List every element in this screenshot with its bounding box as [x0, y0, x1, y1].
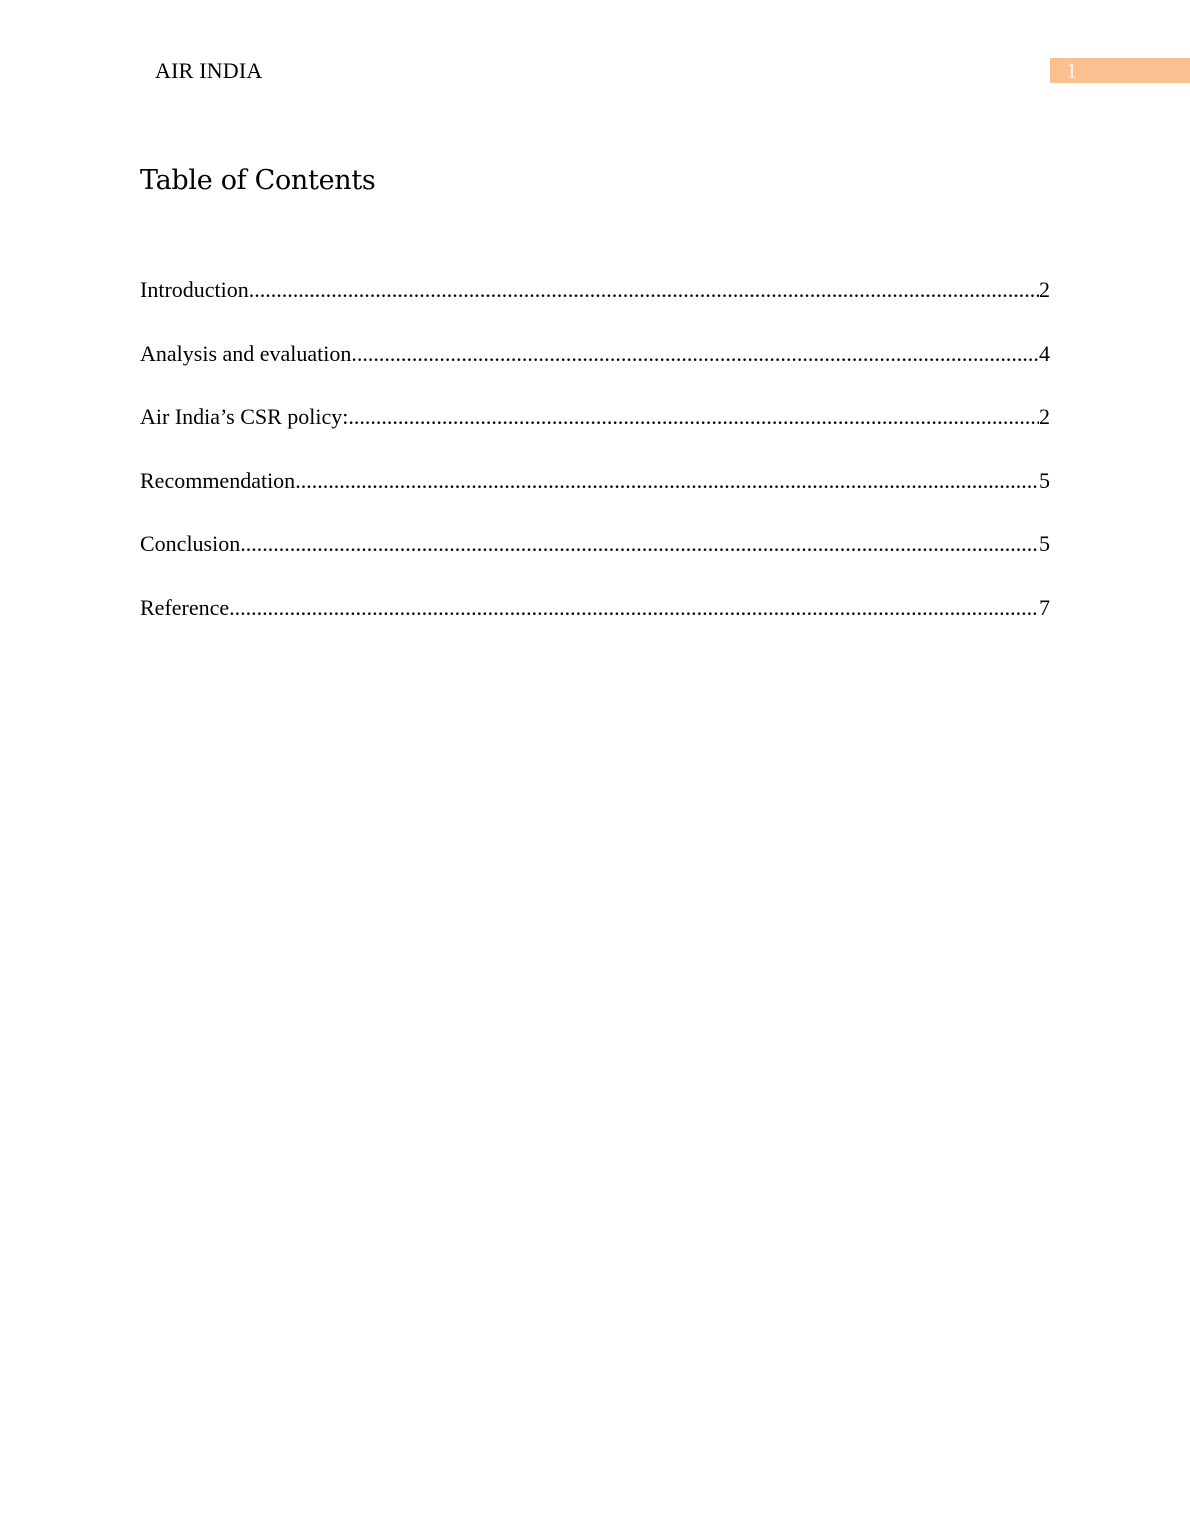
toc-entry-csr-policy[interactable]: [140, 402, 1050, 466]
toc-entry-conclusion[interactable]: [140, 529, 1050, 593]
toc-entry-page: 2: [1039, 277, 1050, 302]
toc-entry-label: Air India’s CSR policy:: [140, 404, 349, 430]
toc-list: [140, 275, 1050, 657]
toc-entry-page: 5: [1039, 467, 1050, 493]
toc-entry-reference[interactable]: [140, 593, 1050, 657]
toc-entry-page: 7: [1039, 594, 1050, 620]
toc-dot-leader: [229, 593, 1039, 623]
toc-entry-label: Reference: [140, 594, 230, 620]
toc-dot-leader: [295, 466, 1039, 496]
page-number-badge: [1050, 58, 1190, 83]
toc-entry-label: Conclusion: [140, 531, 241, 557]
toc-entry-recommendation[interactable]: [140, 466, 1050, 530]
page-number: 1: [1066, 58, 1077, 83]
toc-entry-label: Introduction: [140, 277, 249, 302]
toc-entry-label: Recommendation: [140, 467, 296, 493]
toc-entry-label: Analysis and evaluation: [140, 340, 352, 366]
toc-dot-leader: [249, 275, 1039, 305]
toc-heading: Table of Contents: [140, 165, 376, 196]
toc-dot-leader: [240, 529, 1039, 559]
toc-dot-leader: [348, 402, 1039, 432]
toc-entry-introduction[interactable]: [140, 275, 1050, 339]
toc-entry-page: 2: [1039, 404, 1050, 430]
header-title: AIR INDIA: [155, 58, 263, 83]
toc-entry-analysis-and-evaluation[interactable]: [140, 339, 1050, 403]
toc-entry-page: 5: [1039, 531, 1050, 557]
toc-entry-page: 4: [1039, 340, 1050, 366]
toc-dot-leader: [351, 339, 1039, 369]
